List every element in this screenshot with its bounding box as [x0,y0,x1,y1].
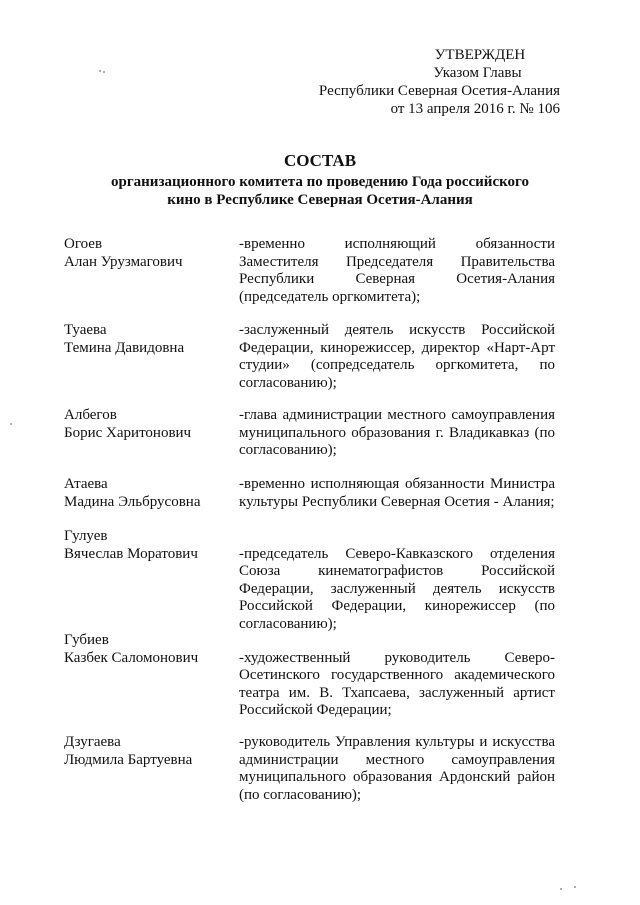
member-name [64,734,234,769]
member-surname: Гулуев [64,528,108,544]
document-title: СОСТАВ [283,151,357,170]
scan-speck [560,888,562,890]
document-subtitle-line-1: организационного комитета по проведению Года российского [111,174,529,190]
member-surname: Огоев [64,236,103,252]
member-surname: Дзугаева [64,734,121,750]
scan-speck [574,886,576,888]
member-role: -временно исполняющий обязанности Заместителя Председателя Правительства Республики Северная Осетия-Алания (председатель оргкомитета); [239,236,555,305]
document-heading [60,152,580,209]
member-given-name: Вячеслав Моратович [64,545,198,562]
document-subtitle-line-2: кино в Республике Северная Осетия-Алания [167,192,473,208]
member-surname: Атаева [64,476,108,492]
member-surname: Албегов [64,407,117,423]
member-given-name: Казбек Саломонович [64,649,199,666]
member-role: -художественный руководитель Северо-Осетинского государственного академического театра им. В. Тхапсаева, заслуженный артист Российской Федерации; [239,649,555,719]
member-name [64,476,234,511]
member-name [64,322,234,357]
member-given-name: Алан Урузмагович [64,253,183,270]
scan-speck [103,71,105,73]
member-role: -временно исполняющая обязанности Министра культуры Республики Северная Осетия - Алания; [239,476,555,510]
member-name [64,407,234,442]
approval-title: УТВЕРЖДЕН [434,47,526,63]
scan-speck [99,70,101,72]
member-surname: Губиев [64,632,109,648]
member-surname: Туаева [64,322,107,338]
member-role: -заслуженный деятель искусств Российской Федерации, кинорежиссер, директор «Нарт-Арт студии» (сопредседатель оргкомитета, по согласованию); [239,322,555,391]
approval-republic: Республики Северная Осетия-Алания [318,83,560,99]
member-role: -глава администрации местного самоуправления муниципального образования г. Владикавказ (по согласованию); [239,407,555,459]
member-name [64,236,234,271]
member-given-name: Мадина Эльбрусовна [64,493,201,510]
member-given-name: Борис Харитонович [64,424,192,441]
approval-decree: Указом Главы [433,65,522,81]
member-given-name: Темина Давидовна [64,339,185,356]
member-given-name: Людмила Бартуевна [64,751,193,768]
member-name [64,632,234,667]
member-role: -руководитель Управления культуры и искусства администрации местного самоуправления муниципального образования Ардонский район (по согласованию); [239,734,555,803]
member-role: -председатель Северо-Кавказского отделения Союза кинематографистов Российской Федерации, заслуженный деятель искусств Российской Федерации, кинорежиссер (по согласованию); [239,545,555,632]
scan-speck [10,423,12,425]
approval-date-number: от 13 апреля 2016 г. № 106 [390,101,560,117]
member-name [64,528,234,563]
approval-stamp [300,46,560,118]
